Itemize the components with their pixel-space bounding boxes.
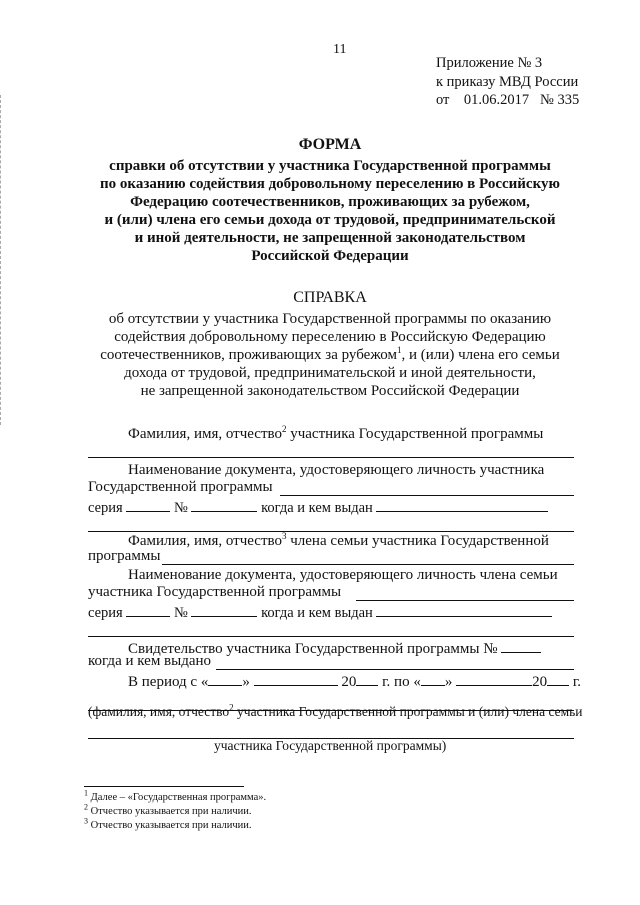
appendix-line-2: к приказу МВД России (436, 74, 579, 90)
form-title-line-4: и (или) члена его семьи дохода от трудовой, предпринимательской (104, 212, 556, 228)
number-label: № (173, 500, 188, 516)
form-heading: ФОРМА (298, 136, 362, 153)
caption-line-1: (фамилия, имя, отчество$^2$ участника Государственной программы и (или) члена семьи (88, 702, 583, 719)
participant-name-line[interactable] (88, 457, 574, 458)
participant-issued-line[interactable] (88, 531, 574, 532)
form-title-line-2: по оказанию содействия добровольному переселению в Российскую (100, 176, 560, 192)
appendix-line-3: от 01.06.2017 № 335 (436, 92, 580, 108)
certificate-issued-line[interactable] (216, 669, 574, 670)
page-number: 11 (333, 42, 347, 57)
member-series-label: серия (88, 605, 123, 621)
form-title-line-1: справки об отсутствии у участника Государственной программы (109, 158, 551, 174)
member-number-label: № (173, 605, 188, 621)
member-series-field[interactable] (126, 602, 170, 617)
certificate-line-4: дохода от трудовой, предпринимательской и иной деятельности, (124, 365, 536, 381)
period-end-year[interactable] (547, 671, 569, 686)
certificate-number-field[interactable] (501, 638, 541, 653)
footnote-separator (84, 786, 244, 787)
member-series-row (88, 602, 552, 622)
certificate-line-3: соотечественников, проживающих за рубежом$^1$, и (или) члена его семьи (100, 345, 560, 363)
issued-label: когда и кем выдан (261, 500, 373, 516)
member-issued-line[interactable] (88, 636, 574, 637)
member-name-label: Фамилия, имя, отчество$^3$ члена семьи участника Государственной (128, 531, 549, 549)
caption-line-2: участника Государственной программы) (214, 738, 447, 753)
member-number-field[interactable] (191, 602, 257, 617)
participant-name-label: Фамилия, имя, отчество$^2$ участника Государственной программы (128, 424, 544, 442)
participant-series-row (88, 497, 548, 517)
certificate-line-5: не запрещенной законодательством Российской Федерации (140, 383, 520, 399)
appendix-line-1: Приложение № 3 (436, 55, 543, 71)
period-end-month[interactable] (456, 671, 532, 686)
doc-name-line[interactable] (280, 495, 574, 496)
footnote-2: $^2$ Отчество указывается при наличии. (84, 802, 252, 817)
scan-edge-marks (0, 95, 4, 425)
member-doc-label-2: участника Государственной программы (88, 584, 342, 600)
certificate-label: Свидетельство участника Государственной программы № (128, 638, 541, 658)
period-row: В период с « » 20 г. по « » 20 г. (128, 671, 581, 691)
footnote-1: $^1$ Далее – «Государственная программа». (84, 788, 267, 803)
member-name-line[interactable] (162, 564, 574, 565)
form-title-line-3: Федерацию соотечественников, проживающих за рубежом, (130, 194, 530, 210)
series-label: серия (88, 500, 123, 516)
member-doc-label-1: Наименование документа, удостоверяющего личность члена семьи (128, 567, 558, 583)
period-start-day[interactable] (208, 671, 242, 686)
certificate-line-2: содействия добровольному переселению в Российскую Федерацию (114, 329, 546, 345)
issued-field[interactable] (376, 497, 548, 512)
number-field[interactable] (191, 497, 257, 512)
period-end-day[interactable] (421, 671, 445, 686)
series-field[interactable] (126, 497, 170, 512)
member-issued-label: когда и кем выдан (261, 605, 373, 621)
doc-name-label-1: Наименование документа, удостоверяющего личность участника (128, 462, 545, 478)
footnote-3: $^3$ Отчество указывается при наличии. (84, 816, 252, 831)
certificate-issued-label: когда и кем выдано (88, 653, 212, 669)
member-name-label-2: программы (88, 548, 161, 564)
period-start-year[interactable] (356, 671, 378, 686)
doc-name-label-2: Государственной программы (88, 479, 273, 495)
member-doc-line[interactable] (356, 600, 574, 601)
period-start-month[interactable] (254, 671, 338, 686)
certificate-heading: СПРАВКА (293, 289, 367, 306)
member-issued-field[interactable] (376, 602, 552, 617)
form-title-line-6: Российской Федерации (251, 248, 409, 264)
certificate-line-1: об отсутствии у участника Государственной программы по оказанию (108, 311, 552, 327)
form-title-line-5: и иной деятельности, не запрещенной законодательством (134, 230, 526, 246)
